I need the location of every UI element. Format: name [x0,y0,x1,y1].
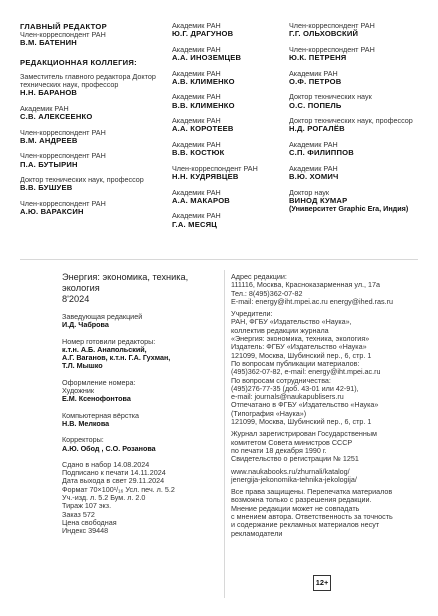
board-member: Академик РАН А.В. КЛИМЕНКО [172,68,235,86]
board-member: Член-корреспондент РАН П.А. БУТЫРИН [20,151,106,169]
board-member: Член-корреспондент РАН А.Ю. ВАРАКСИН [20,198,106,217]
address-label: Адрес редакции: [231,272,287,281]
board-member: Академик РАН А.А. КОРОТЕЕВ [172,116,234,134]
board-member: Академик РАН Г.А. МЕСЯЦ [172,211,221,229]
founders-label: Учредители: [231,309,273,319]
section-divider [20,259,418,260]
board-member: Академик РАН А.А. ИНОЗЕМЦЕВ [172,44,242,62]
journal-title: Энергия: экономика, техника, экология [62,272,189,293]
editor-name: В.М. БАТЕНИН [20,38,77,48]
board-member: Заместитель главного редактора Доктор технических наук, профессор Н.Н. БАРАНОВ [20,71,156,98]
board-member: Академик РАН О.Ф. ПЕТРОВ [289,68,342,86]
board-member: Академик РАН С.П. ФИЛИППОВ [289,139,354,158]
board-column-1 [20,22,160,224]
age-rating-badge: 12+ [313,575,331,591]
rights-notice: Все права защищены. Перепечатка материалов [231,487,393,497]
design-label: Оформление номера: [62,377,136,387]
board-member: Академик РАН В.Ю. ХОМИЧ [289,163,339,181]
head-role: Заведующая редакцией [62,312,143,321]
editor-role: Член-корреспондент РАН [20,30,106,39]
board-member: Член-корреспондент РАН Ю.К. ПЕТРЕНЯ [289,44,375,62]
printed-info: Отпечатано в ФГБУ «Издательство «Наука» [231,400,379,410]
board-member: Доктор технических наук, профессор В.В. БУШУЕВ [20,175,144,193]
column-divider [224,270,225,598]
registration-info: Журнал зарегистрирован Государственным [231,429,377,439]
board-member: Академик РАН А.А. МАКАРОВ [172,187,230,205]
issue-number: 8'2024 [62,294,90,304]
board-member: Член-корреспондент РАН Г.Г. ОЛЬХОВСКИЙ [289,21,375,39]
board-member: Член-корреспондент РАН Н.Н. КУДРЯВЦЕВ [172,163,258,181]
publisher-info: Издатель: ФГБУ «Издательство «Наука» [231,342,367,352]
contacts-column: Адрес редакции: 111116, Москва, Красноказарменная ул., 17а Тел.: 8(495)362-07-82 E-mail: energy@iht.mpei.ac.ru energy@ihed.ras.ru Учредители: РАН, ФГБУ «Издательство «Наука», коллектив редакции журнала «Энергия: экономика, техника, экология» Издатель: ФГБУ «Издательство «Наука» 121099, Москва, Шубинский пер., 6, стр. 1 По вопросам публикации материалов: (495)362-07-82, e-mail: energy@iht.mpei.ac.ru По вопросам сотрудничества: (495)276-77-35 (доб. 43-01 или 42-91), e-mail: journals@naukapublisers.ru Отпечатано в ФГБУ «Издательство «Наука» (Типография «Наука») 121099, Москва, Шубинский пер., 6, стр. 1 Журнал зарегистрирован Государственным комитетом Совета министров СССР по печати 18 декабря 1990 г. Свидетельство о регистрации № 1251 www.naukabooks.ru/zhurnali/katalog/ jenergija-jekonomika-tehnika-jekologija/ Все права защищены. Перепечатка материалов возможна только с разрешения редакции. Мнение редакции может не совпадать с мнением автора. Ответственность за точность и содержание рекламных материалов несут рекламодатели [231,273,431,538]
board-column-3 [289,22,417,221]
editor-heading: ГЛАВНЫЙ РЕДАКТОР [20,22,107,31]
board-member: Доктор технических наук О.С. ПОПЕЛЬ [289,92,372,110]
board-member: Член-корреспондент РАН В.М. АНДРЕЕВ [20,127,106,145]
board-member: Академик РАН В.В. КОСТЮК [172,139,225,158]
head-name: И.Д. Чаброва [62,320,109,330]
prepared-label: Номер готовили редакторы: [62,336,156,346]
imprint-column: Энергия: экономика, техника, экология 8'2024 Заведующая редакцией И.Д. Чаброва Номер готовили редакторы: к.т.н. А.Б. Анапольский, А.Г. Ваганов, к.т.н. Г.А. Гухман, Т.Л. Мышко Оформление номера: Художник Е.М. Ксенофонтова Компьютерная вёрстка Н.В. Мелкова Корректоры: А.Ю. Обод , С.О. Розанова Сдано в набор 14.08.2024 Подписано к печати 14.11.2024 Дата выхода в свет 29.11.2024 Формат 70×100¹/₁₆ Усл. печ. л. 5.2 Уч.-изд. л. 5.2 Бум. л. 2.0 Тираж 107 экз. Заказ 572 Цена свободная Индекс 39448 [62,272,220,536]
board-member: Доктор наук ВИНОД КУМАР (Университет Graphic Era, Индия) [289,187,409,214]
print-info: Сдано в набор 14.08.2024 [62,459,150,469]
board-member: Академик РАН Ю.Г. ДРАГУНОВ [172,21,234,39]
board-member: Академик РАН С.В. АЛЕКСЕЕНКО [20,103,93,121]
college-heading: РЕДАКЦИОННАЯ КОЛЛЕГИЯ: [20,57,138,67]
website-link[interactable]: www.naukabooks.ru/zhurnali/katalog/ [231,466,350,476]
board-member: Доктор технических наук, профессор Н.Д. РОГАЛЁВ [289,116,413,134]
board-column-2 [172,22,282,236]
board-member: Академик РАН В.В. КЛИМЕНКО [172,92,235,110]
